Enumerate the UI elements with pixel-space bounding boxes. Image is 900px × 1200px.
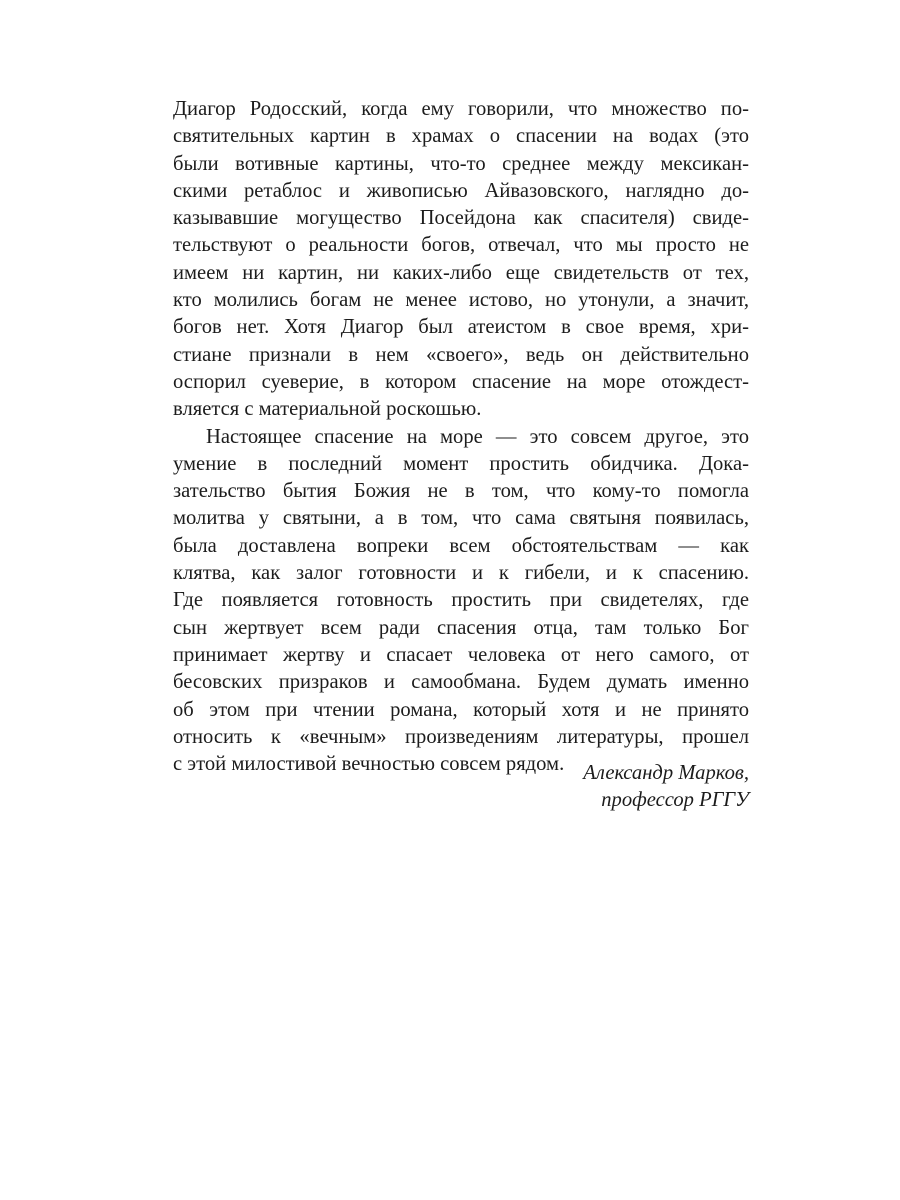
text-line: святительных картин в храмах о спасении на водах (это (173, 125, 749, 148)
text-line: стиане признали в нем «своего», ведь он действительно (173, 343, 749, 366)
text-line: Где появляется готовность простить при свидетелях, где (173, 589, 749, 612)
paragraph-2 (173, 424, 749, 779)
text-line: бесовских призраков и самообмана. Будем думать именно (173, 671, 749, 694)
text-line: вляется с материальной роскошью. (173, 398, 482, 421)
text-line: богов нет. Хотя Диагор был атеистом в свое время, хри- (173, 316, 749, 339)
text-line: скими ретаблос и живописью Айвазовского, наглядно до- (173, 179, 749, 202)
author-signature (583, 760, 749, 815)
paragraph-1 (173, 96, 749, 424)
text-line: клятва, как залог готовности и к гибели, и к спасению. (173, 562, 749, 585)
text-line: Диагор Родосский, когда ему говорили, что множество по- (173, 98, 749, 120)
text-line: была доставлена вопреки всем обстоятельствам — как (173, 534, 749, 557)
text-line: относить к «вечным» произведениям литературы, прошел (173, 725, 749, 748)
text-line: Настоящее спасение на море — это совсем другое, это (206, 425, 749, 448)
text-line: зательство бытия Божия не в том, что кому-то помогла (173, 480, 749, 503)
text-line: молитва у святыни, а в том, что сама святыня появилась, (173, 507, 749, 530)
text-line: об этом при чтении романа, который хотя и не принято (173, 698, 749, 721)
text-line: умение в последний момент простить обидчика. Дока- (173, 452, 749, 475)
body-text (173, 96, 749, 778)
text-line: сын жертвует всем ради спасения отца, там только Бог (173, 616, 749, 639)
text-line: кто молились богам не менее истово, но утонули, а значит, (173, 289, 749, 312)
author-name: Александр Марков, (583, 762, 749, 784)
text-line: принимает жертву и спасает человека от него самого, от (173, 643, 749, 666)
text-line: с этой милостивой вечностью совсем рядом. (173, 753, 565, 776)
text-line: казывавшие могущество Посейдона как спасителя) свиде- (173, 207, 749, 230)
text-line: оспорил суеверие, в котором спасение на море отождест- (173, 370, 749, 393)
text-line: были вотивные картины, что-то среднее между мексикан- (173, 152, 749, 175)
text-line: имеем ни картин, ни каких-либо еще свидетельств от тех, (173, 261, 749, 284)
author-title: профессор РГГУ (601, 789, 749, 812)
text-line: тельствуют о реальности богов, отвечал, что мы просто не (173, 234, 749, 257)
